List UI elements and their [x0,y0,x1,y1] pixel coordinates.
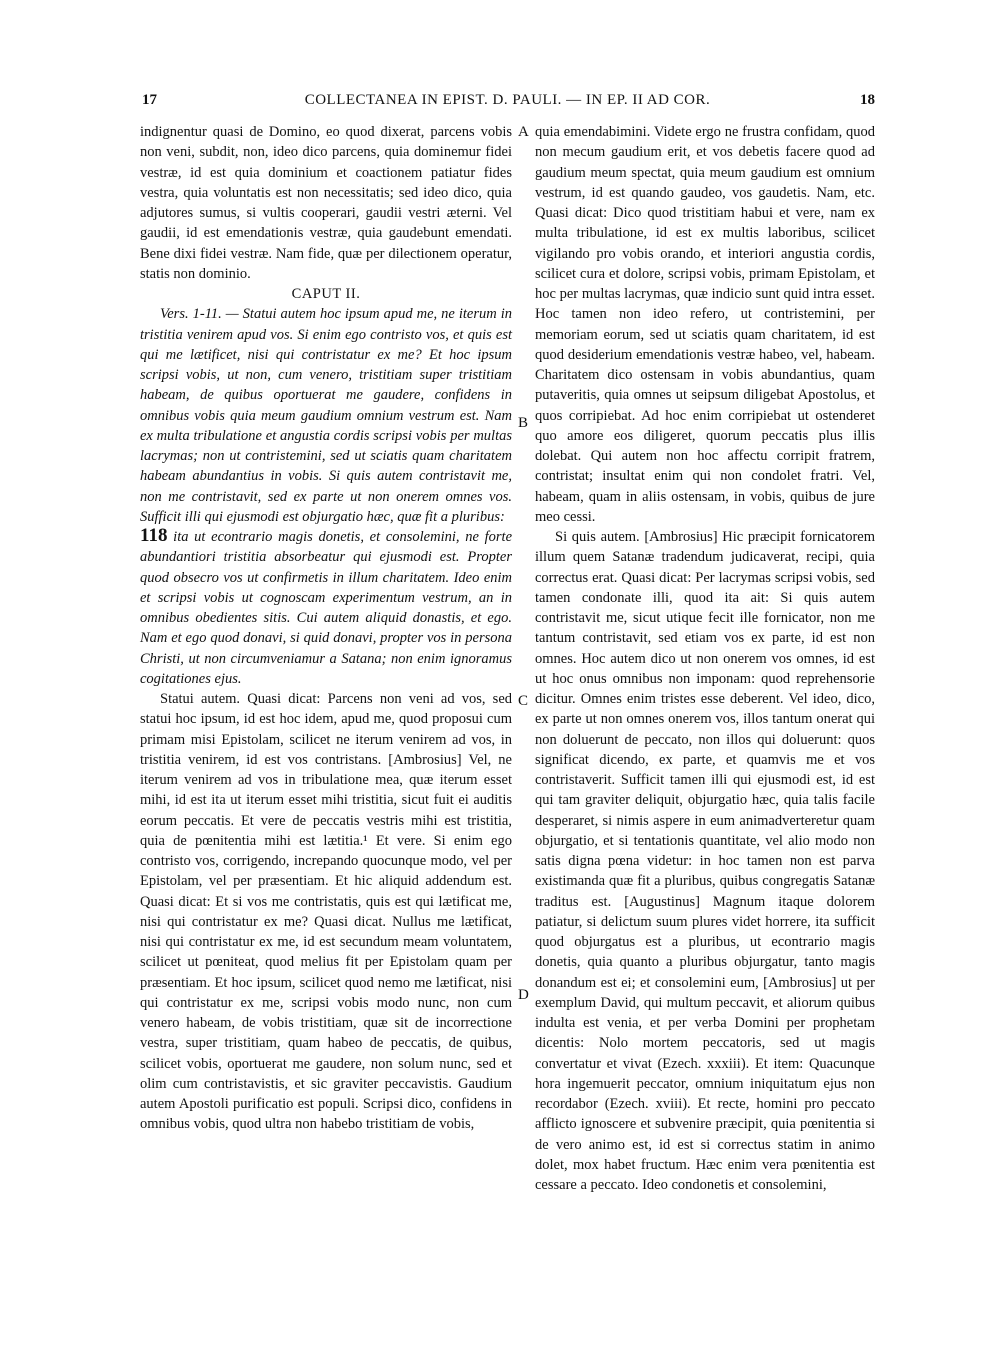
chapter-heading: CAPUT II. [291,286,361,302]
margin-letter-c: C [518,693,529,709]
page-number-left: 17 [142,92,157,108]
margin-letter-a: A [518,124,529,140]
column-marker: 118 [140,525,168,546]
right-column [535,122,875,1195]
commentary-paragraph: Si quis autem. [Ambrosius] Hic præcipit fornicatorem illum quem Satanæ tradendum judicaverat, recipi, quia correctus erat. Quasi dicat: Per lacrymas scripsi vobis, sed tamen condonate illi, quod ita ait: Si quis autem contristavit me, sicut utique fecit ille fornicator, non me tantum contristavit, sed etiam vos ex parte, id est non omnes. Hoc autem dico ut non onerem vos omnes, id est ut hoc onus omnibus non imponam: quod reprehensorie dicitur. Omnes enim tristes esse deberent. Vel ideo, dico, ex parte ut non omnes onerem vos, illos tantum onerat qui non doluerunt de peccato, non illos qui doluerunt: quos significat dicendo, ex parte, et quamvis me et vos contristaverit. Sufficit tamen illi qui ejusmodi est, id est qui tam graviter deliquit, objurgatio hæc, quia talis facile desperaret, si nimis aspere in eum animadverteretur quam objurgatio, et si tentationis quantitate, vel alio modo non satis digna pœna videtur: in hoc tamen non est parva existimanda quæ fit a pluribus, quibus congregatis Satanæ traditus est. [Augustinus] Magnum itaque dolorem patiatur, si delictum suum plures videt horrere, ita sufficit quod objurgatus est a pluribus, ut econtrario magis donetis, quia quanto a pluribus objurgatur, tanto magis donandum est ei; et consolemini eum, [Ambrosius] ut per exemplum David, qui multum peccavit, et aliorum quibus indulta est venia, et per verba Domini per prophetam dicentis: Nolo mortem peccatoris, sed ut magis convertatur et vivat (Ezech. xxxiii). Et item: Quacunque hora ingemuerit peccator, omnium iniquitatum ejus non recordabor (Ezech. xviii). Et recte, homini pro peccato afflicto ignoscere et subvenire præcipit, quia pœnitentia si de vero animo est, id est si correctus statim in animo dolet, mox habet fructum. Hæc enim vera pœnitentia est cessare a peccato. Ideo condonetis et consolemini, [535,529,875,1193]
left-paragraph: indignentur quasi de Domino, eo quod dixerat, parcens vobis non veni, subdit, non, ideo dico parcens, quia dominemur fidei vestræ, id est quia dominium et coactionem patiatur fides vestra, quia voluntatis est non necessitatis; sed ideo dico, quia adjutores sumus, si vultis cooperari, gaudii vestri æterni. Vel gaudii, id est emendationis vestræ, quia gaudebunt emendati. Bene dixi fidei vestræ. Nam fide, quæ per dilectionem operatur, statis non dominio. [140,124,512,282]
verse-text-part: ita ut econtrario magis donetis, et consolemini, ne forte abundantiori tristitia absorbeatur qui ejusmodi est. Propter quod obsecro vos ut confirmetis in illum charitatem. Ideo enim et scripsi vobis ut cognoscam experimentum vestrum, an in omnibus obedientes sitis. Cui autem aliquid donastis, et ego. Nam et ego quod donavi, si quid donavi, propter vos in persona Christi, ut non circumveniamur a Satana; non enim ignoramus cogitationes ejus. [140,529,513,687]
running-head [140,92,875,114]
left-column [140,122,512,1135]
commentary-paragraph: Statui autem. Quasi dicat: Parcens non veni ad vos, sed statui hoc ipsum, id est hoc idem, apud me, quod proposui cum primam misi Epistolam, scilicet ne iterum venirem ad vos, in tristitia venirem, id est vos contristans. [Ambrosius] Vel, ne iterum venirem ad vos in tribulatione mea, quæ iterum esset mihi, id est ita ut iterum esset mihi tristitia, sicut fuit ei auditis eorum peccatis. Et vere de peccatis vestris mihi est tristitia, quia de pœnitentia mihi est lætitia.¹ Et vere. Si enim ego contristo vos, corrigendo, increpando quocunque modo, vel per Epistolam, vel per præsentiam. Et hic aliquid addendum est. Quasi dicat: Et si vos me contristatis, quis est qui lætificat me, nisi qui contristatur ex me? Quasi dicat. Nullus me lætificat, nisi qui contristatur ex me, id est secundum meam voluntatem, scilicet ut pœniteat, quod melius fit per Epistolam quam per præsentiam. Et hoc ipsum, scilicet quod nemo me lætificat, nisi qui contristatur ex me, scripsi vobis modo nunc, non cum venero habeam, de vobis tristitiam, quæ sit de incorrectione vestra, super tristitiam, quam habeo de peccatis, de quibus, scilicet vobis, oportuerat me gaudere, non solum nunc, sed et olim cum contristavistis, et sic graviter peccavistis. Gaudium autem Apostoli purificatio est populi. Scripsi dico, confidens in omnibus vobis, quod ultra non habebo tristitiam de vobis, [140,691,512,1133]
margin-letter-b: B [518,415,529,431]
verse-text-continued [140,527,512,689]
verse-text-part: Vers. 1-11. — Statui autem hoc ipsum apud me, ne iterum in tristitia venirem apud vos. Si enim ego contristo vos, et quis est qui me lætificet, nisi qui contristatur ex me? Et hoc ipsum scripsi vobis, ut non, cum venero, tristitiam super tristitiam habeam, de quibus oportuerat me gaudere, confidens in omnibus vobis quia meum gaudium omnium vestrum est. Nam ex multa tribulatione et angustia cordis scripsi vobis per multas lacrymas; non ut contristemini, sed ut sciatis quam charitatem habeam abundantius in vobis. Si quis autem contristavit me, non me contristavit, sed ex parte ut non onerem omnes vos. Sufficit illi qui ejusmodi est objurgatio hæc, quæ fit a pluribus: [140,306,512,525]
verse-text [140,304,512,527]
margin-letter-d: D [518,987,529,1003]
commentary-paragraph: quia emendabimini. Videte ergo ne frustra confidam, quod non mecum gaudium erit, et vos debetis facere quod ad gaudium meum spectat, quia meum gaudium est omnium vestrum, id est quando gaudeo, vos gaudetis. Nam, etc. Quasi dicat: Dico quod tristitiam habui et vere, nam ex multa tribulatione, id est ex multis laboribus, scilicet vigilando pro vobis orando, et interiori angustia cordis, scilicet cura et dolore, scripsi vobis, primam Epistolam, et hoc per multas lacrymas, quæ indicio sunt quid intra esset. Hoc tamen non ideo refero, ut contristemini, per memoriam eorum, sed ut sciatis quam charitatem, id est quod desiderium emendationis vestræ habeo, vel, habeam. Charitatem dico ostensam in vobis abundantius, quam putaveritis, quia omnes ut seipsum diligebat Apostolus, et quos corripiebat. Ad hoc enim corripiebat ut ostenderet quo amore eos diligeret, quorum peccatis plus illis dolebat. Qui autem non hoc affectu corripit fratrem, contristat; insultat enim qui non condolet fratri. Vel, habeam, quam in aliis ostensam, in vobis, quibus de jure meo cessi. [535,124,875,525]
page-number-right: 18 [860,92,875,108]
running-title: COLLECTANEA IN EPIST. D. PAULI. — IN EP. II AD COR. [304,92,711,108]
